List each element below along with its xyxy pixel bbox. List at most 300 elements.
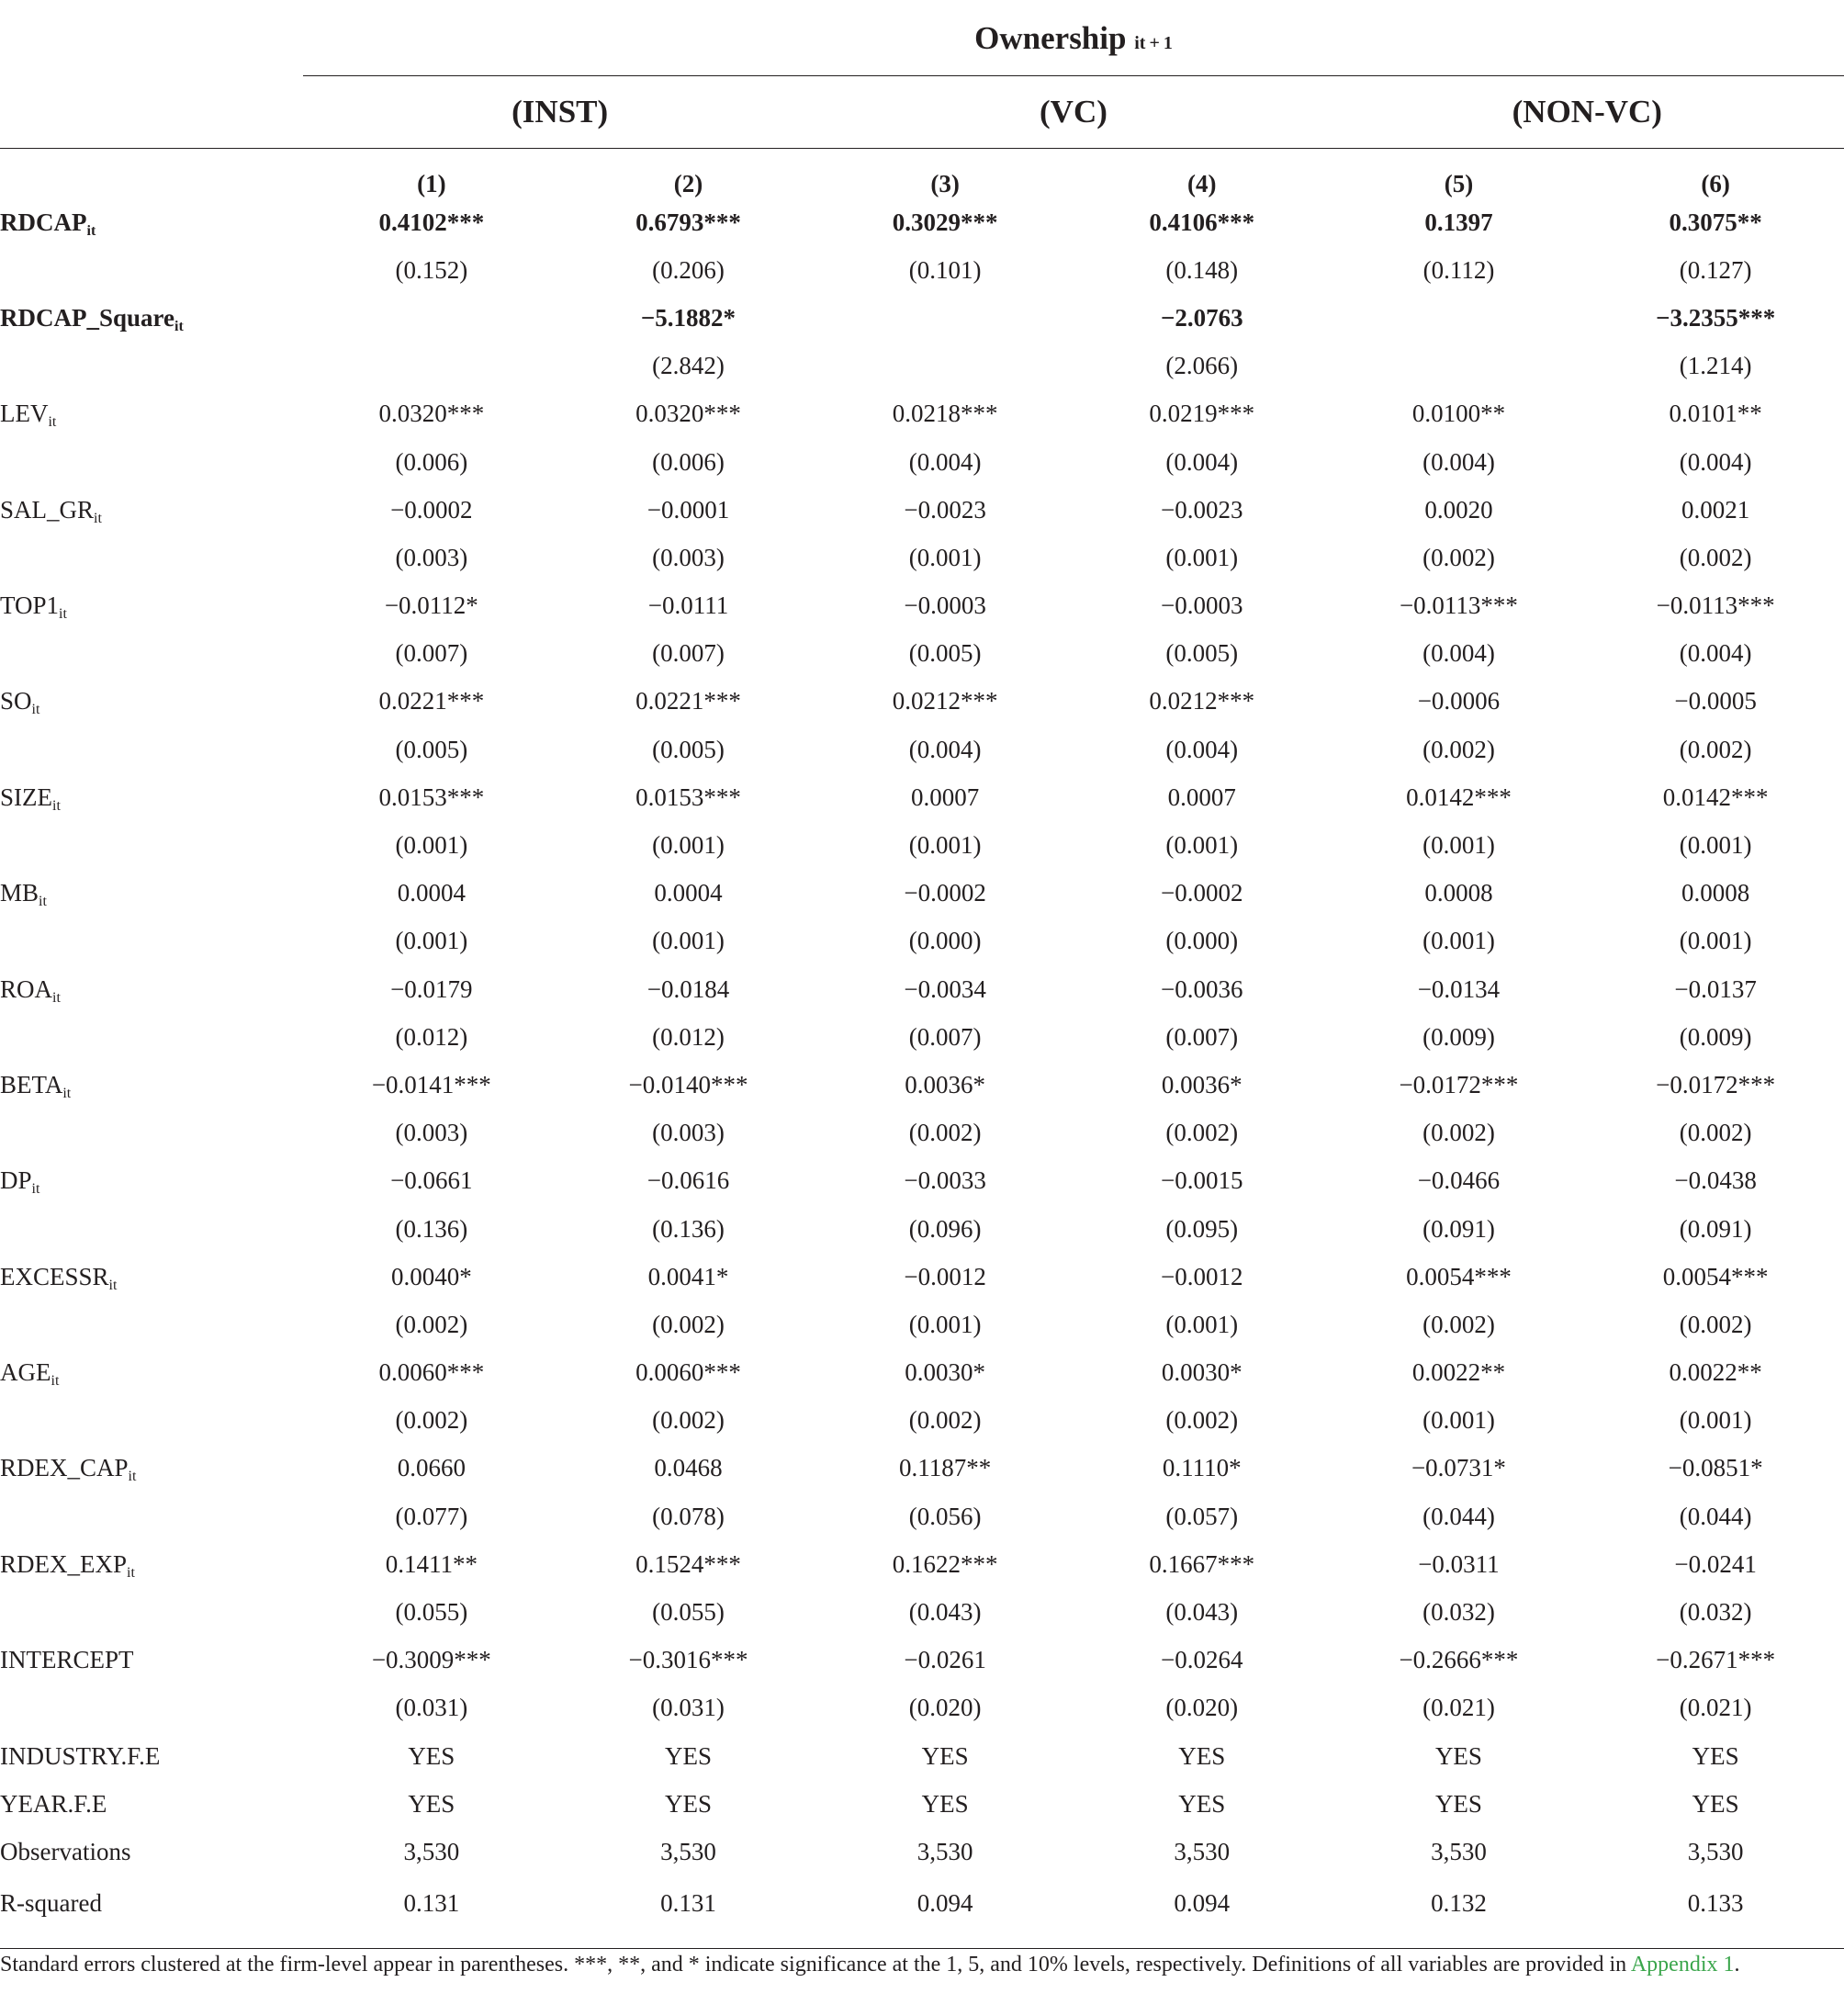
cell-col-4: (0.057) (1165, 1502, 1239, 1530)
cell-col-4: (0.002) (1165, 1119, 1239, 1147)
cell-col-2: (0.002) (652, 1406, 725, 1435)
cell-col-5: (0.002) (1422, 1310, 1495, 1338)
column-1: (1) (417, 170, 446, 197)
variable-label: R-squared (0, 1889, 102, 1918)
table-body (0, 198, 1844, 1948)
cell-col-1: (0.002) (395, 1406, 468, 1435)
cell-col-5: 0.0022** (1411, 1358, 1506, 1387)
ownership-label: Ownership (974, 20, 1127, 56)
cell-col-3: (0.001) (908, 543, 982, 571)
table-row (0, 294, 1844, 342)
cell-col-5: (0.001) (1422, 927, 1495, 955)
cell-col-6: (0.021) (1679, 1694, 1752, 1722)
cell-col-1: (0.136) (395, 1214, 468, 1243)
cell-col-2: −0.0616 (647, 1166, 730, 1195)
column-6: (6) (1701, 170, 1730, 197)
cell-col-3: 0.0007 (911, 783, 980, 811)
cell-col-1 (303, 343, 560, 390)
cell-col-2: (0.001) (652, 831, 725, 860)
variable-subscript: it (39, 894, 47, 910)
cell-col-6: 0.0101** (1669, 400, 1762, 428)
cell-col-2: (0.003) (652, 1119, 725, 1147)
cell-col-4: 0.4106*** (1149, 208, 1255, 236)
cell-col-1: −0.0002 (390, 495, 473, 524)
cell-col-3: 0.0212*** (892, 687, 998, 715)
cell-col-1 (303, 294, 560, 342)
cell-col-3: (0.005) (908, 639, 982, 668)
cell-col-2: (0.002) (652, 1310, 725, 1338)
cell-col-4: (2.066) (1165, 352, 1239, 380)
variable-name (0, 1061, 303, 1109)
appendix-link[interactable]: Appendix 1 (1630, 1953, 1735, 1977)
cell-col-2: (2.842) (652, 352, 725, 380)
cell-col-3: (0.002) (908, 1119, 982, 1147)
cell-col-2: (0.006) (652, 447, 725, 476)
cell-col-2: YES (664, 1789, 712, 1818)
cell-col-4: 0.0036* (1161, 1070, 1242, 1098)
cell-col-4: (0.005) (1165, 639, 1239, 668)
cell-col-5: 0.132 (1331, 1876, 1588, 1949)
cell-col-3: −0.0002 (904, 879, 986, 907)
cell-col-2: 0.0468 (654, 1454, 723, 1482)
cell-col-2: 0.0153*** (635, 783, 741, 811)
cell-col-2: YES (664, 1741, 712, 1770)
group-header-row (0, 76, 1844, 149)
table-row (0, 1253, 1844, 1301)
table-row (0, 965, 1844, 1013)
cell-col-3: −0.0034 (904, 974, 986, 1003)
cell-col-2: (0.007) (652, 639, 725, 668)
cell-col-5: −0.0113*** (1399, 591, 1518, 620)
cell-col-6: −0.0172*** (1656, 1070, 1776, 1098)
cell-col-2: (0.001) (652, 927, 725, 955)
cell-col-5: (0.004) (1422, 447, 1495, 476)
cell-col-6: 0.3075** (1669, 208, 1762, 236)
cell-col-4: 3,530 (1174, 1837, 1231, 1865)
table-row (0, 1876, 1844, 1949)
variable-subscript: it (174, 318, 184, 334)
table-row (0, 1013, 1844, 1061)
cell-col-6: (0.044) (1679, 1502, 1752, 1530)
cell-col-4: (0.095) (1165, 1214, 1239, 1243)
cell-col-6: (0.001) (1679, 927, 1752, 955)
variable-name (0, 1637, 303, 1684)
cell-col-4: (0.000) (1165, 927, 1239, 955)
cell-col-5: −0.0731* (1411, 1454, 1506, 1482)
empty-corner-3 (0, 149, 303, 199)
cell-col-3: (0.000) (908, 927, 982, 955)
cell-col-5: (0.002) (1422, 1119, 1495, 1147)
cell-col-1: (0.005) (395, 735, 468, 763)
table-footnote (0, 1947, 1837, 1982)
table-row (0, 1109, 1844, 1157)
table-row (0, 1637, 1844, 1684)
cell-col-2: (0.055) (652, 1598, 725, 1627)
super-header-row (0, 0, 1844, 76)
cell-col-5: 3,530 (1431, 1837, 1487, 1865)
cell-col-1: 0.0060*** (378, 1358, 485, 1387)
variable-name (0, 1253, 303, 1301)
cell-col-5: −0.0172*** (1399, 1070, 1519, 1098)
cell-col-1: (0.012) (395, 1022, 468, 1051)
table-row (0, 1732, 1844, 1780)
cell-col-2: (0.012) (652, 1022, 725, 1051)
cell-col-5: 0.0100** (1411, 400, 1506, 428)
variable-name (0, 1492, 303, 1540)
variable-subscript: it (31, 1181, 40, 1198)
cell-col-1: −0.0179 (390, 974, 473, 1003)
variable-label: YEAR.F.E (0, 1789, 107, 1818)
table-row (0, 678, 1844, 726)
table-row (0, 1588, 1844, 1636)
cell-col-1: (0.077) (395, 1502, 468, 1530)
cell-col-6: −0.2671*** (1656, 1646, 1776, 1674)
cell-col-5: (0.044) (1422, 1502, 1495, 1530)
cell-col-3: (0.001) (908, 831, 982, 860)
cell-col-1: 0.0320*** (378, 400, 485, 428)
cell-col-5: −0.0466 (1417, 1166, 1501, 1195)
variable-name (0, 630, 303, 678)
cell-col-3: YES (921, 1789, 969, 1818)
cell-col-3: (0.020) (908, 1694, 982, 1722)
cell-col-3 (816, 294, 1074, 342)
variable-label: Observations (0, 1837, 131, 1865)
variable-name (0, 965, 303, 1013)
cell-col-5: −0.0134 (1417, 974, 1501, 1003)
cell-col-3: −0.0023 (904, 495, 986, 524)
cell-col-4: −0.0012 (1161, 1262, 1243, 1290)
cell-col-4: (0.002) (1165, 1406, 1239, 1435)
variable-label: DP (0, 1166, 32, 1195)
cell-col-4: 0.1110* (1162, 1454, 1242, 1482)
empty-corner-2 (0, 76, 303, 149)
cell-col-6: (1.214) (1679, 352, 1752, 380)
cell-col-3: (0.004) (908, 447, 982, 476)
cell-col-4: (0.004) (1165, 735, 1239, 763)
table-row (0, 870, 1844, 918)
cell-col-2: (0.078) (652, 1502, 725, 1530)
variable-subscript: it (48, 414, 57, 431)
table-row (0, 534, 1844, 581)
variable-subscript: it (51, 1373, 60, 1390)
column-4: (4) (1187, 170, 1217, 197)
cell-col-5: −0.0006 (1417, 687, 1501, 715)
variable-name (0, 1205, 303, 1253)
cell-col-5: (0.002) (1422, 543, 1495, 571)
variable-name (0, 534, 303, 581)
cell-col-6: 0.0054*** (1662, 1262, 1769, 1290)
cell-col-6: (0.002) (1679, 1310, 1752, 1338)
cell-col-1: 0.0040* (390, 1262, 472, 1290)
table-row (0, 1828, 1844, 1875)
variable-name (0, 1397, 303, 1445)
table-row (0, 1445, 1844, 1492)
table-row (0, 1205, 1844, 1253)
cell-col-1: 0.0004 (397, 879, 466, 907)
table-row (0, 630, 1844, 678)
variable-label: BETA (0, 1070, 63, 1098)
cell-col-1: YES (408, 1741, 455, 1770)
table-row (0, 438, 1844, 486)
cell-col-4: 0.0007 (1167, 783, 1236, 811)
ownership-header (303, 0, 1844, 76)
cell-col-4: (0.148) (1165, 255, 1239, 284)
cell-col-5: 0.0054*** (1406, 1262, 1512, 1290)
table-row (0, 1349, 1844, 1397)
variable-name (0, 773, 303, 821)
column-2: (2) (673, 170, 703, 197)
variable-name (0, 1684, 303, 1732)
cell-col-1: −0.3009*** (371, 1646, 491, 1674)
cell-col-4: −0.0264 (1161, 1646, 1243, 1674)
variable-name (0, 1828, 303, 1875)
cell-col-6: −0.0438 (1674, 1166, 1757, 1195)
cell-col-2: −0.0184 (647, 974, 730, 1003)
cell-col-2: −0.0111 (647, 591, 729, 620)
variable-name (0, 678, 303, 726)
variable-label: ROA (0, 974, 53, 1003)
cell-col-1: (0.055) (395, 1598, 468, 1627)
cell-col-2: −0.0140*** (628, 1070, 748, 1098)
cell-col-1: (0.003) (395, 1119, 468, 1147)
cell-col-4: −2.0763 (1160, 303, 1243, 332)
cell-col-4: −0.0036 (1161, 974, 1243, 1003)
variable-subscript: it (52, 797, 61, 814)
variable-name (0, 1732, 303, 1780)
variable-label: RDEX_EXP (0, 1549, 128, 1578)
cell-col-5: YES (1434, 1789, 1482, 1818)
cell-col-5: −0.2666*** (1399, 1646, 1519, 1674)
cell-col-1: 0.0221*** (378, 687, 485, 715)
table-row (0, 390, 1844, 438)
cell-col-6: YES (1692, 1741, 1739, 1770)
variable-name (0, 198, 303, 246)
cell-col-5: (0.004) (1422, 639, 1495, 668)
variable-name (0, 582, 303, 630)
cell-col-4: −0.0002 (1161, 879, 1243, 907)
variable-label: INDUSTRY.F.E (0, 1741, 161, 1770)
variable-name (0, 294, 303, 342)
cell-col-6: −0.0851* (1668, 1454, 1763, 1482)
cell-col-5 (1331, 294, 1588, 342)
cell-col-1: (0.001) (395, 831, 468, 860)
variable-name (0, 1780, 303, 1828)
cell-col-3: 0.1622*** (892, 1549, 998, 1578)
cell-col-5 (1331, 343, 1588, 390)
table-row (0, 1780, 1844, 1828)
footnote-text: Standard errors clustered at the firm-level appear in parentheses. ***, **, and * indicate significance at the 1, 5, and 10% levels, respectively. Definitions of all variables are provided in (0, 1953, 1631, 1977)
cell-col-1: 3,530 (403, 1837, 460, 1865)
cell-col-5: (0.002) (1422, 735, 1495, 763)
cell-col-3: (0.002) (908, 1406, 982, 1435)
cell-col-6: (0.002) (1679, 735, 1752, 763)
cell-col-5: YES (1434, 1741, 1482, 1770)
cell-col-2: 0.0041* (647, 1262, 729, 1290)
table-row (0, 246, 1844, 294)
variable-name (0, 821, 303, 869)
variable-name (0, 870, 303, 918)
variable-name (0, 1157, 303, 1205)
cell-col-2: 0.0004 (654, 879, 723, 907)
cell-col-4: (0.001) (1165, 831, 1239, 860)
cell-col-6: −0.0137 (1674, 974, 1757, 1003)
cell-col-4: (0.007) (1165, 1022, 1239, 1051)
cell-col-2: 0.0320*** (635, 400, 741, 428)
cell-col-2: (0.031) (652, 1694, 725, 1722)
cell-col-4: YES (1178, 1741, 1226, 1770)
variable-name (0, 1013, 303, 1061)
table-row (0, 343, 1844, 390)
cell-col-5: (0.001) (1422, 1406, 1495, 1435)
cell-col-1: (0.031) (395, 1694, 468, 1722)
table-row (0, 773, 1844, 821)
cell-col-3: (0.004) (908, 735, 982, 763)
table-row (0, 1540, 1844, 1588)
cell-col-6: −0.0005 (1674, 687, 1757, 715)
cell-col-6: (0.127) (1679, 255, 1752, 284)
cell-col-3: −0.0003 (904, 591, 986, 620)
table-row (0, 821, 1844, 869)
cell-col-3: (0.007) (908, 1022, 982, 1051)
cell-col-3: 0.094 (816, 1876, 1074, 1949)
variable-label: SIZE (0, 783, 52, 811)
cell-col-3: 0.0036* (905, 1070, 986, 1098)
cell-col-3: −0.0033 (904, 1166, 986, 1195)
cell-col-6: (0.004) (1679, 447, 1752, 476)
cell-col-4: 0.0219*** (1149, 400, 1255, 428)
variable-label: RDEX_CAP (0, 1454, 129, 1482)
cell-col-3: −0.0012 (904, 1262, 986, 1290)
group-inst: (INST) (303, 76, 816, 149)
cell-col-5: 0.0020 (1424, 495, 1493, 524)
cell-col-3: (0.096) (908, 1214, 982, 1243)
table-row (0, 918, 1844, 965)
variable-name (0, 1301, 303, 1348)
variable-subscript: it (62, 1085, 72, 1101)
cell-col-1: −0.0141*** (371, 1070, 491, 1098)
cell-col-1: YES (408, 1789, 455, 1818)
cell-col-1: −0.0112* (384, 591, 478, 620)
variable-name (0, 726, 303, 773)
cell-col-6: 0.133 (1587, 1876, 1844, 1949)
variable-label: TOP1 (0, 591, 60, 620)
cell-col-1: 0.131 (303, 1876, 560, 1949)
cell-col-4: (0.043) (1165, 1598, 1239, 1627)
cell-col-2: −0.0001 (647, 495, 730, 524)
cell-col-5: (0.091) (1422, 1214, 1495, 1243)
cell-col-4: −0.0015 (1161, 1166, 1243, 1195)
cell-col-3: −0.0261 (904, 1646, 986, 1674)
variable-label: RDCAP (0, 208, 87, 236)
cell-col-2: −5.1882* (640, 303, 736, 332)
variable-name (0, 918, 303, 965)
cell-col-6: 0.0021 (1681, 495, 1750, 524)
cell-col-3: 0.1187** (899, 1454, 992, 1482)
cell-col-4: −0.0023 (1161, 495, 1243, 524)
cell-col-1: (0.001) (395, 927, 468, 955)
variable-name (0, 486, 303, 534)
cell-col-1: 0.0153*** (378, 783, 485, 811)
footnote-end: . (1734, 1953, 1740, 1977)
cell-col-6: −3.2355*** (1656, 303, 1776, 332)
variable-label: RDCAP_Square (0, 303, 175, 332)
column-number-row (0, 149, 1844, 199)
table-row (0, 726, 1844, 773)
cell-col-4: 0.0030* (1161, 1358, 1242, 1387)
cell-col-2: 0.1524*** (635, 1549, 741, 1578)
cell-col-4: 0.094 (1074, 1876, 1331, 1949)
cell-col-6: (0.004) (1679, 639, 1752, 668)
variable-name (0, 1540, 303, 1588)
variable-label: AGE (0, 1358, 51, 1387)
cell-col-6: 3,530 (1687, 1837, 1744, 1865)
cell-col-3: (0.043) (908, 1598, 982, 1627)
cell-col-1: (0.006) (395, 447, 468, 476)
cell-col-1: (0.152) (395, 255, 468, 284)
table-row (0, 1684, 1844, 1732)
cell-col-3: 0.0030* (905, 1358, 986, 1387)
cell-col-3: (0.101) (908, 255, 982, 284)
cell-col-6: (0.002) (1679, 543, 1752, 571)
cell-col-2: 0.0221*** (635, 687, 741, 715)
cell-col-5: (0.001) (1422, 831, 1495, 860)
cell-col-6: 0.0008 (1681, 879, 1750, 907)
variable-subscript: it (31, 702, 40, 718)
cell-col-5: 0.1397 (1424, 208, 1493, 236)
variable-subscript: it (86, 222, 96, 239)
table-row (0, 1061, 1844, 1109)
cell-col-6: 0.0022** (1669, 1358, 1762, 1387)
cell-col-4: (0.020) (1165, 1694, 1239, 1722)
variable-label: MB (0, 879, 39, 907)
variable-name (0, 246, 303, 294)
variable-name (0, 1109, 303, 1157)
ownership-subscript: it + 1 (1134, 33, 1173, 53)
variable-label: LEV (0, 400, 49, 428)
cell-col-1: (0.007) (395, 639, 468, 668)
cell-col-2: (0.206) (652, 255, 725, 284)
cell-col-5: (0.009) (1422, 1022, 1495, 1051)
cell-col-1: (0.003) (395, 543, 468, 571)
cell-col-2: (0.005) (652, 735, 725, 763)
cell-col-2: 0.0060*** (635, 1358, 741, 1387)
table-row (0, 1492, 1844, 1540)
cell-col-4: (0.004) (1165, 447, 1239, 476)
cell-col-6: (0.009) (1679, 1022, 1752, 1051)
cell-col-1: (0.002) (395, 1310, 468, 1338)
cell-col-3: YES (921, 1741, 969, 1770)
cell-col-4: (0.001) (1165, 543, 1239, 571)
cell-col-1: −0.0661 (390, 1166, 473, 1195)
variable-name (0, 1588, 303, 1636)
variable-label: INTERCEPT (0, 1646, 134, 1674)
cell-col-6: (0.001) (1679, 831, 1752, 860)
table-row (0, 198, 1844, 246)
cell-col-4: −0.0003 (1161, 591, 1243, 620)
column-5: (5) (1444, 170, 1474, 197)
cell-col-6: −0.0241 (1674, 1549, 1757, 1578)
cell-col-6: (0.091) (1679, 1214, 1752, 1243)
cell-col-3 (816, 343, 1074, 390)
cell-col-1: 0.1411** (385, 1549, 478, 1578)
cell-col-5: −0.0311 (1418, 1549, 1500, 1578)
cell-col-2: 0.6793*** (635, 208, 741, 236)
cell-col-5: (0.112) (1422, 255, 1495, 284)
variable-name (0, 1876, 303, 1949)
cell-col-2: (0.136) (652, 1214, 725, 1243)
variable-subscript: it (52, 989, 61, 1006)
cell-col-2: (0.003) (652, 543, 725, 571)
